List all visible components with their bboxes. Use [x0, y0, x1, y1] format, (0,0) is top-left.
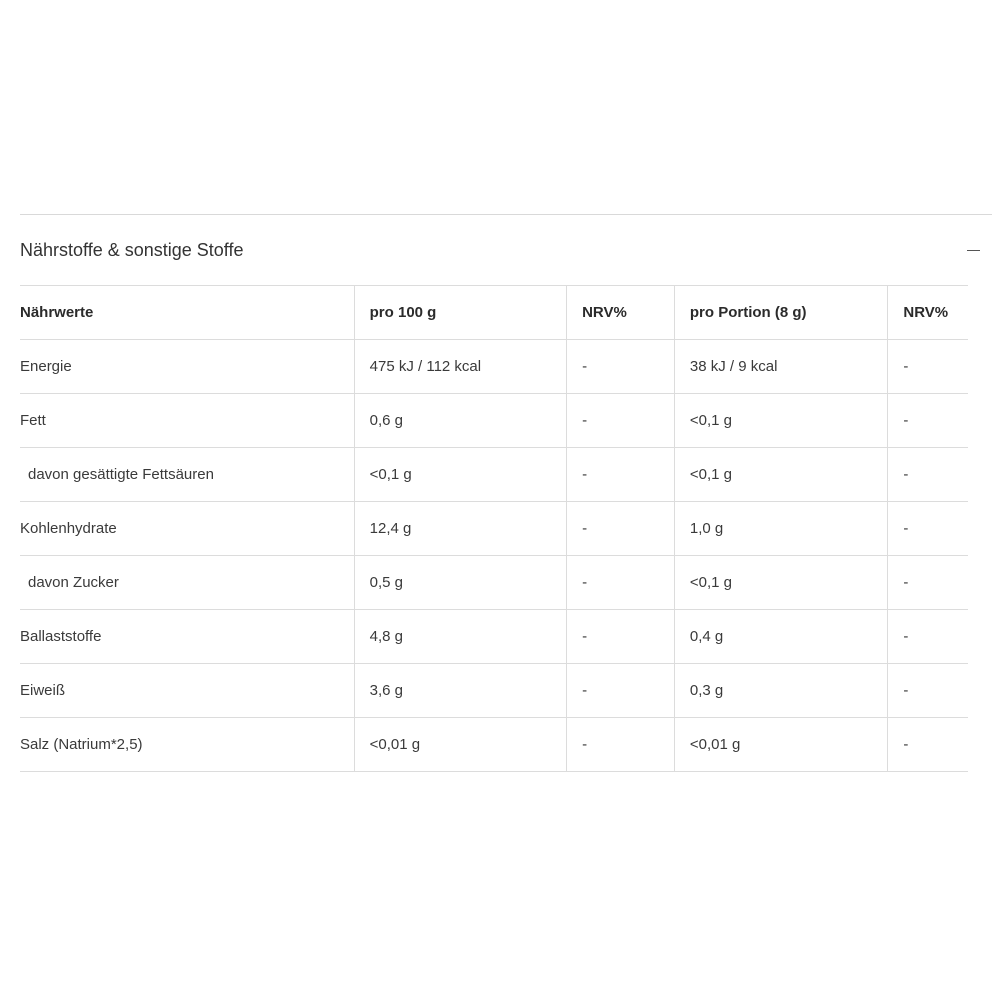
- nrv-per-portion: -: [888, 556, 968, 610]
- value-per-100g: 475 kJ / 112 kcal: [354, 340, 566, 394]
- value-per-portion: <0,01 g: [674, 718, 888, 772]
- value-per-portion: 0,4 g: [674, 610, 888, 664]
- nrv-per-100g: -: [567, 556, 675, 610]
- nrv-per-portion: -: [888, 502, 968, 556]
- nutrient-name: Kohlenhydrate: [20, 502, 354, 556]
- value-per-100g: <0,01 g: [354, 718, 566, 772]
- value-per-portion: 0,3 g: [674, 664, 888, 718]
- value-per-100g: 0,6 g: [354, 394, 566, 448]
- nrv-per-100g: -: [567, 448, 675, 502]
- sub-nutrient-label: davon Zucker: [28, 574, 119, 591]
- table-row: [20, 556, 968, 610]
- value-per-portion: <0,1 g: [674, 394, 888, 448]
- nrv-per-100g: -: [567, 664, 675, 718]
- value-per-100g: 4,8 g: [354, 610, 566, 664]
- column-header-nrv-portion: NRV%: [888, 286, 968, 340]
- column-header-per-portion: pro Portion (8 g): [674, 286, 888, 340]
- table-row: [20, 610, 968, 664]
- value-per-100g: <0,1 g: [354, 448, 566, 502]
- nutrient-name: Salz (Natrium*2,5): [20, 718, 354, 772]
- value-per-100g: 12,4 g: [354, 502, 566, 556]
- table-row: [20, 340, 968, 394]
- nrv-per-portion: -: [888, 664, 968, 718]
- nutrients-accordion: [20, 214, 992, 753]
- nrv-per-portion: -: [888, 394, 968, 448]
- nrv-per-100g: -: [567, 394, 675, 448]
- nutrient-name: Fett: [20, 394, 354, 448]
- table-row: [20, 664, 968, 718]
- accordion-header[interactable]: [20, 215, 992, 285]
- nutrient-name: Energie: [20, 340, 354, 394]
- nutrient-name: Eiweiß: [20, 664, 354, 718]
- nrv-per-portion: -: [888, 340, 968, 394]
- sub-nutrient-label: davon gesättigte Fettsäuren: [28, 466, 214, 483]
- nrv-per-100g: -: [567, 502, 675, 556]
- value-per-100g: 3,6 g: [354, 664, 566, 718]
- table-header-row: [20, 286, 968, 340]
- value-per-portion: 38 kJ / 9 kcal: [674, 340, 888, 394]
- minus-icon[interactable]: [967, 250, 980, 251]
- value-per-portion: <0,1 g: [674, 448, 888, 502]
- nrv-per-100g: -: [567, 610, 675, 664]
- nutrient-name: [20, 448, 354, 502]
- value-per-100g: 0,5 g: [354, 556, 566, 610]
- table-row: [20, 394, 968, 448]
- nrv-per-100g: -: [567, 718, 675, 772]
- nrv-per-portion: -: [888, 448, 968, 502]
- table-row: [20, 718, 968, 772]
- nrv-per-portion: -: [888, 718, 968, 772]
- table-row: [20, 448, 968, 502]
- nrv-per-portion: -: [888, 610, 968, 664]
- value-per-portion: <0,1 g: [674, 556, 888, 610]
- nutrient-name: [20, 556, 354, 610]
- column-header-nutrient: Nährwerte: [20, 286, 354, 340]
- section-title: Nährstoffe & sonstige Stoffe: [20, 240, 244, 260]
- table-row: [20, 502, 968, 556]
- column-header-nrv: NRV%: [567, 286, 675, 340]
- nrv-per-100g: -: [567, 340, 675, 394]
- nutrient-name: Ballaststoffe: [20, 610, 354, 664]
- value-per-portion: 1,0 g: [674, 502, 888, 556]
- column-header-per-100g: pro 100 g: [354, 286, 566, 340]
- nutrition-table: [20, 285, 968, 772]
